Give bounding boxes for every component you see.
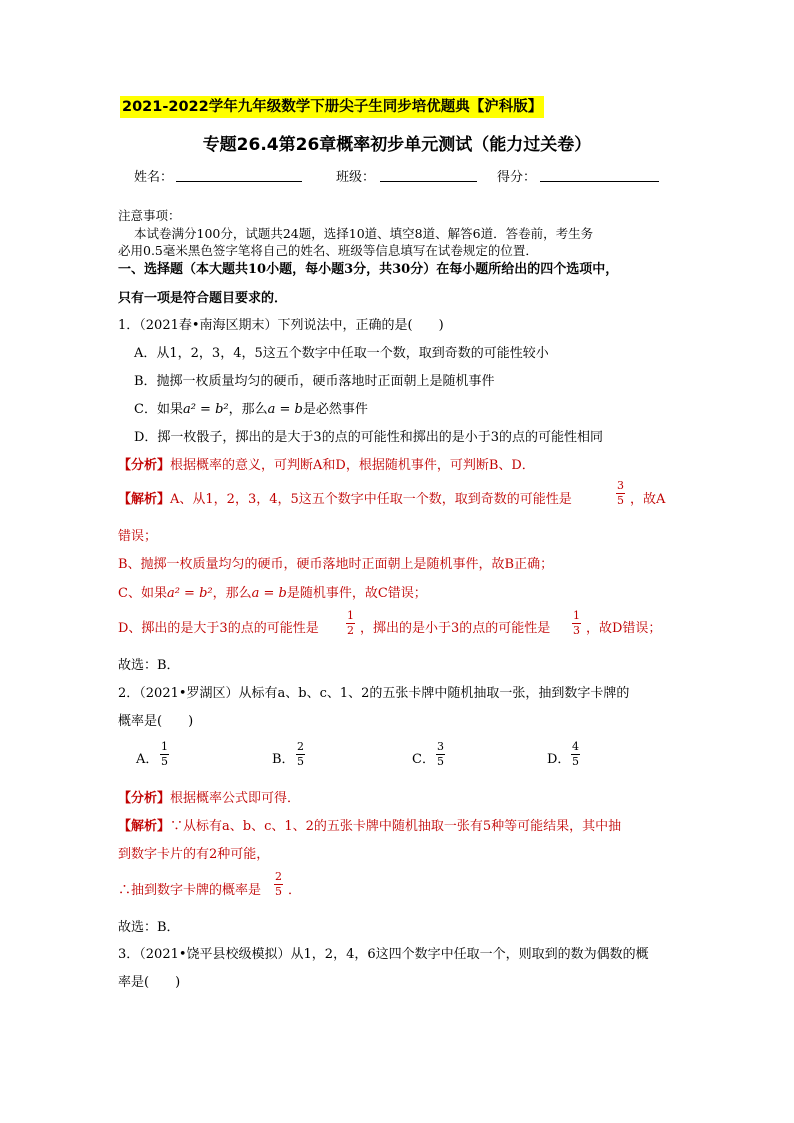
notice-line: 本试卷满分100分，试题共24题，选择10道、填空8道、解答6道．答卷前，考生务 [134,226,594,241]
option-c-fraction [436,741,445,768]
fraction-1-2 [346,610,355,637]
fraction-numerator: 1 [161,740,168,753]
answer-line: 故选：B． [118,920,180,935]
solution-text: 到数字卡片的有2种可能， [118,847,270,862]
score-label: 得分： [497,170,537,185]
solution-block [118,815,621,834]
question-stem: 2．（2021•罗湖区）从标有a、b、c、1、2的五张卡牌中随机抽取一张，抽到数字卡牌的 [118,686,630,701]
math-expression: a² = b² [182,402,229,417]
fraction-denominator: 5 [437,755,444,768]
option-c [134,398,368,417]
question-stem: 3．（2021•饶平县校级模拟）从1，2，4，6这四个数字中任取一个，则取到的数为偶数的概 [118,947,649,962]
fraction-1-3 [572,610,581,637]
option-text: ，那么 [228,402,268,417]
option-a-fraction [160,741,169,768]
solution-text: ． [288,883,302,898]
math-expression: a = b [267,402,303,417]
class-blank[interactable] [380,181,477,182]
option-b-label: B． [272,752,295,767]
option-c-label: C． [412,752,435,767]
fraction-2-5 [274,871,283,898]
option-text: C．如果 [134,402,183,417]
solution-text: ∵从标有a、b、c、1、2的五张卡牌中随机抽取一张有5种等可能结果，其中抽 [170,819,622,834]
solution-text: D、掷出的是大于3的点的可能性是 [118,621,319,636]
math-expression: a² = b² [166,586,213,601]
solution-text: 是随机事件，故C错误； [286,586,427,601]
solution-text: ，故A [630,492,666,507]
solution-text: ∴抽到数字卡牌的概率是 [118,883,262,898]
name-label: 姓名： [134,170,174,185]
fraction-denominator: 5 [161,755,168,768]
analysis-tag: 【分析】 [118,791,171,806]
question-stem: 概率是( ) [118,714,194,729]
fraction-numerator: 2 [297,740,304,753]
section-heading: 只有一项是符合题目要求的． [118,291,288,306]
question-stem: 1．（2021春•南海区期末）下列说法中，正确的是( ) [118,318,444,333]
solution-text: ，那么 [212,586,252,601]
score-blank[interactable] [540,181,659,182]
option-b: B．抛掷一枚质量均匀的硬币，硬币落地时正面朝上是随机事件 [134,374,495,389]
fraction-denominator: 5 [617,494,624,507]
fraction-denominator: 5 [572,755,579,768]
solution-text: ，掷出的是小于3的点的可能性是 [360,621,551,636]
fraction-3-5 [616,480,625,507]
solution-text: 错误； [118,529,158,544]
notice-line: 必用0.5毫米黑色签字笔将自己的姓名、班级等信息填写在试卷规定的位置． [118,243,538,258]
fraction-denominator: 3 [573,624,580,637]
solution-text: A、从1，2，3，4，5这五个数字中任取一个数，取到奇数的可能性是 [170,492,572,507]
question-stem: 率是( ) [118,975,181,990]
solution-text [118,582,427,601]
fraction-numerator: 3 [437,740,444,753]
fraction-denominator: 5 [275,885,282,898]
class-label: 班级： [336,170,376,185]
option-d: D．掷一枚骰子，掷出的是大于3的点的可能性和掷出的是小于3的点的可能性相同 [134,430,603,445]
fraction-numerator: 1 [573,609,580,622]
math-expression: a = b [251,586,287,601]
option-a-label: A． [136,752,159,767]
fraction-numerator: 3 [617,479,624,492]
fraction-numerator: 2 [275,870,282,883]
name-blank[interactable] [176,181,302,182]
fraction-numerator: 4 [572,740,579,753]
analysis-block [118,454,535,473]
option-d-fraction [571,741,580,768]
notice-heading: 注意事项： [118,208,181,223]
analysis-text: 根据概率的意义，可判断A和D，根据随机事件，可判断B、D． [170,458,535,473]
series-highlight-banner: 2021-2022学年九年级数学下册尖子生同步培优题典【沪科版】 [120,96,544,118]
page-title: 专题26.4第26章概率初步单元测试（能力过关卷） [202,135,592,155]
analysis-text: 根据概率公式即可得． [170,791,301,806]
solution-text: B、抛掷一枚质量均匀的硬币，硬币落地时正面朝上是随机事件，故B正确； [118,557,554,572]
solution-block [118,488,572,507]
fraction-numerator: 1 [347,609,354,622]
option-a: A．从1，2，3，4，5这五个数字中任取一个数，取到奇数的可能性较小 [134,346,549,361]
answer-line: 故选：B． [118,658,180,673]
section-heading: 一、选择题（本大题共10小题，每小题3分，共30分）在每小题所给出的四个选项中， [118,262,619,277]
analysis-block [118,787,300,806]
solution-tag: 【解析】 [118,492,171,507]
solution-text: ，故D错误； [586,621,662,636]
fraction-denominator: 5 [297,755,304,768]
option-text: 是必然事件 [302,402,368,417]
analysis-tag: 【分析】 [118,458,171,473]
solution-text: C、如果 [118,586,167,601]
option-b-fraction [296,741,305,768]
solution-tag: 【解析】 [118,819,171,834]
fraction-denominator: 2 [347,624,354,637]
option-d-label: D． [547,752,571,767]
